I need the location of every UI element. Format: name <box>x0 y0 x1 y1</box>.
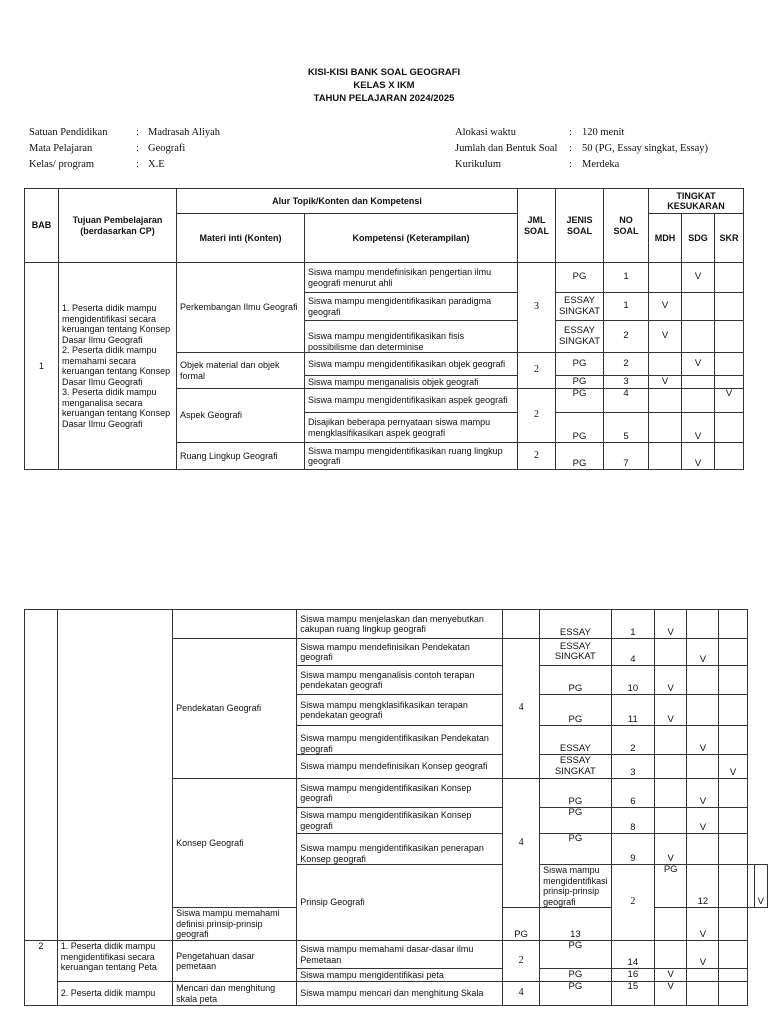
kompetensi-cell: Siswa mampu mengidentifikasikan paradigma geografi <box>305 293 518 321</box>
kompetensi-cell: Siswa mampu mengidentifikasikan Konsep geografi <box>297 779 503 808</box>
mdh-cell: V <box>655 610 687 639</box>
skr-cell <box>715 263 744 293</box>
header-tingkat: TINGKAT KESUKARAN <box>649 189 744 214</box>
kompetensi-cell: Siswa mampu mendefinisikan Pendekatan geografi <box>297 639 503 666</box>
header-skr: SKR <box>715 214 744 263</box>
info-left <box>29 125 220 173</box>
skr-cell <box>715 321 744 353</box>
kompetensi-cell: Siswa mampu mendefinisikan Konsep geografi <box>297 755 503 779</box>
info-key: Satuan Pendidikan <box>29 127 108 138</box>
skr-cell <box>719 695 747 726</box>
materi-cell: Objek material dan objek formal <box>177 353 305 389</box>
sdg-cell: V <box>687 779 719 808</box>
skr-cell <box>719 779 747 808</box>
jenis-cell: ESSAY SINGKAT <box>556 293 604 321</box>
jenis-cell: ESSAY <box>540 726 612 755</box>
mdh-cell: V <box>655 969 687 982</box>
jml-cell: 4 <box>503 639 540 779</box>
jenis-cell: PG <box>503 908 540 941</box>
jml-cell: 4 <box>503 982 540 1006</box>
sdg-cell: V <box>687 908 719 941</box>
header-bab: BAB <box>25 189 59 263</box>
no-cell: 9 <box>611 834 654 865</box>
jenis-cell: PG <box>540 695 612 726</box>
mdh-cell <box>649 413 682 443</box>
skr-cell <box>715 293 744 321</box>
jml-cell: 2 <box>518 443 556 470</box>
skr-cell <box>719 610 747 639</box>
mdh-cell <box>655 808 687 834</box>
jml-cell: 2 <box>503 941 540 982</box>
kompetensi-cell: Siswa mampu mengidentifikasikan penerapan Konsep geografi <box>297 834 503 865</box>
header-mdh: MDH <box>649 214 682 263</box>
skr-cell <box>719 639 747 666</box>
info-row <box>29 157 220 173</box>
materi-cell: Prinsip Geografi <box>297 865 503 941</box>
header-no: NO SOAL <box>604 189 649 263</box>
materi-cell: Perkembangan Ilmu Geografi <box>177 263 305 353</box>
jenis-cell: PG <box>540 982 612 1006</box>
sdg-cell <box>687 969 719 982</box>
no-cell: 3 <box>604 376 649 389</box>
jenis-cell: PG <box>556 413 604 443</box>
sdg-cell <box>682 389 715 413</box>
jenis-cell: ESSAY SINGKAT <box>540 639 612 666</box>
sdg-cell <box>687 695 719 726</box>
jenis-cell: PG <box>540 834 612 865</box>
mdh-cell: V <box>655 982 687 1006</box>
kisi-kisi-table-2 <box>24 609 768 1006</box>
info-row <box>455 157 708 173</box>
sdg-cell <box>687 755 719 779</box>
info-sep: : <box>569 127 572 138</box>
kompetensi-cell: Siswa mampu mengidentifikasikan fisis possibilisme dan determinise <box>305 321 518 353</box>
kompetensi-cell: Siswa mampu mencari dan menghitung Skala <box>297 982 503 1006</box>
jenis-cell: PG <box>556 353 604 376</box>
info-value: Merdeka <box>582 159 620 170</box>
sdg-cell: V <box>682 413 715 443</box>
skr-cell <box>715 413 744 443</box>
sdg-cell <box>687 666 719 695</box>
info-sep: : <box>136 127 139 138</box>
sdg-cell: V <box>682 443 715 470</box>
no-cell: 7 <box>604 443 649 470</box>
mdh-cell: V <box>649 321 682 353</box>
sdg-cell: V <box>687 639 719 666</box>
no-cell: 10 <box>611 666 654 695</box>
materi-cell-empty <box>173 610 297 639</box>
header-materi: Materi inti (Konten) <box>177 214 305 263</box>
mdh-cell <box>655 726 687 755</box>
kompetensi-cell: Siswa mampu mengidentifikasikan Konsep geografi <box>297 808 503 834</box>
document-title <box>0 66 768 105</box>
info-key: Alokasi waktu <box>455 127 516 138</box>
jml-cell: 2 <box>611 865 654 941</box>
sdg-cell: V <box>687 941 719 969</box>
materi-cell: Ruang Lingkup Geografi <box>177 443 305 470</box>
mdh-cell <box>655 941 687 969</box>
info-key: Mata Pelajaran <box>29 143 93 154</box>
no-cell: 5 <box>604 413 649 443</box>
table-row <box>25 941 768 969</box>
jenis-cell: PG <box>556 389 604 413</box>
info-key: Jumlah dan Bentuk Soal <box>455 143 558 154</box>
info-sep: : <box>569 143 572 154</box>
kompetensi-cell: Siswa mampu mengidentifikasikan Pendekatan geografi <box>297 726 503 755</box>
sdg-cell: V <box>682 353 715 376</box>
sdg-cell <box>687 610 719 639</box>
info-row <box>29 141 220 157</box>
table-row <box>25 263 744 293</box>
kompetensi-cell: Siswa mampu mengidentifikasi peta <box>297 969 503 982</box>
kisi-kisi-table-1 <box>24 188 744 470</box>
skr-cell <box>719 982 747 1006</box>
info-sep: : <box>136 159 139 170</box>
kompetensi-cell: Siswa mampu mengidentifikasikan aspek geografi <box>305 389 518 413</box>
mdh-cell <box>655 908 687 941</box>
sdg-cell <box>747 865 754 908</box>
no-cell: 3 <box>611 755 654 779</box>
mdh-cell <box>649 389 682 413</box>
info-value: 50 (PG, Essay singkat, Essay) <box>582 143 708 154</box>
kompetensi-cell: Siswa mampu menjelaskan dan menyebutkan cakupan ruang lingkup geografi <box>297 610 503 639</box>
bab-cell: 2 <box>25 941 58 1006</box>
materi-cell: Aspek Geografi <box>177 389 305 443</box>
no-cell: 1 <box>611 610 654 639</box>
skr-cell <box>719 941 747 969</box>
mdh-cell <box>655 639 687 666</box>
jml-cell-empty <box>503 610 540 639</box>
materi-cell: Konsep Geografi <box>173 779 297 908</box>
kompetensi-cell: Siswa mampu mengidentifikasikan objek geografi <box>305 353 518 376</box>
mdh-cell <box>649 263 682 293</box>
header-jml: JML SOAL <box>518 189 556 263</box>
tujuan-cell: 2. Peserta didik mampu <box>57 982 172 1006</box>
materi-cell: Pengetahuan dasar pemetaan <box>173 941 297 982</box>
info-row <box>455 125 708 141</box>
kompetensi-cell: Siswa mampu mengidentifikasi prinsip-prinsip geografi <box>540 865 612 908</box>
no-cell: 14 <box>611 941 654 969</box>
bab-cell: 1 <box>25 263 59 470</box>
jenis-cell: ESSAY <box>540 610 612 639</box>
no-cell: 2 <box>611 726 654 755</box>
mdh-cell <box>649 353 682 376</box>
skr-cell <box>719 834 747 865</box>
jenis-cell: PG <box>540 779 612 808</box>
mdh-cell <box>655 779 687 808</box>
skr-cell <box>719 908 747 941</box>
kompetensi-cell: Siswa mampu menganalisis objek geografi <box>305 376 518 389</box>
skr-cell: V <box>715 389 744 413</box>
jenis-cell: PG <box>556 443 604 470</box>
sdg-cell <box>682 293 715 321</box>
kompetensi-cell: Siswa mampu memahami definisi prinsip-prinsip geografi <box>173 908 297 941</box>
no-cell: 16 <box>611 969 654 982</box>
sdg-cell: V <box>682 263 715 293</box>
header-sdg: SDG <box>682 214 715 263</box>
table-row <box>25 610 768 639</box>
skr-cell <box>715 353 744 376</box>
kompetensi-cell: Siswa mampu memahami dasar-dasar ilmu Pemetaan <box>297 941 503 969</box>
sdg-cell <box>687 982 719 1006</box>
mdh-cell: V <box>655 834 687 865</box>
table-row <box>25 982 768 1006</box>
tujuan-cell-empty <box>57 610 172 941</box>
jenis-cell: ESSAY SINGKAT <box>540 755 612 779</box>
materi-cell: Pendekatan Geografi <box>173 639 297 779</box>
skr-cell: V <box>754 865 767 908</box>
title-line-1: KISI-KISI BANK SOAL GEOGRAFI <box>307 67 461 78</box>
info-value: Madrasah Aliyah <box>148 127 221 138</box>
mdh-cell <box>655 755 687 779</box>
header-tujuan: Tujuan Pembelajaran (berdasarkan CP) <box>59 189 177 263</box>
jenis-cell: PG <box>540 969 612 982</box>
no-cell: 6 <box>611 779 654 808</box>
title-line-2: KELAS X IKM <box>353 80 415 91</box>
info-right <box>455 125 708 173</box>
skr-cell <box>719 726 747 755</box>
no-cell: 11 <box>611 695 654 726</box>
skr-cell <box>719 808 747 834</box>
sdg-cell <box>687 834 719 865</box>
info-value: Geografi <box>148 143 186 154</box>
sdg-cell <box>682 376 715 389</box>
sdg-cell <box>682 321 715 353</box>
kompetensi-cell: Siswa mampu mendefinisikan pengertian ilmu geografi menurut ahli <box>305 263 518 293</box>
mdh-cell: V <box>655 695 687 726</box>
jenis-cell: PG <box>540 666 612 695</box>
info-row <box>455 141 708 157</box>
no-cell: 2 <box>604 353 649 376</box>
skr-cell <box>715 376 744 389</box>
skr-cell <box>719 969 747 982</box>
mdh-cell <box>719 865 747 908</box>
no-cell: 2 <box>604 321 649 353</box>
no-cell: 4 <box>604 389 649 413</box>
mdh-cell: V <box>649 293 682 321</box>
jml-cell: 2 <box>518 389 556 443</box>
title-line-3: TAHUN PELAJARAN 2024/2025 <box>313 93 455 104</box>
skr-cell: V <box>719 755 747 779</box>
mdh-cell: V <box>655 666 687 695</box>
header-jenis: JENIS SOAL <box>556 189 604 263</box>
info-row <box>29 125 220 141</box>
jenis-cell: PG <box>540 808 612 834</box>
mdh-cell <box>649 443 682 470</box>
jml-cell: 3 <box>518 263 556 353</box>
materi-cell: Mencari dan menghitung skala peta <box>173 982 297 1006</box>
info-sep: : <box>569 159 572 170</box>
no-cell: 8 <box>611 808 654 834</box>
jenis-cell: PG <box>655 865 687 908</box>
no-cell: 1 <box>604 263 649 293</box>
no-cell: 4 <box>611 639 654 666</box>
header-alur: Alur Topik/Konten dan Kompetensi <box>177 189 518 214</box>
no-cell: 1 <box>604 293 649 321</box>
header-kompetensi: Kompetensi (Keterampilan) <box>305 214 518 263</box>
kompetensi-cell: Siswa mampu mengklasifikasikan terapan pendekatan geografi <box>297 695 503 726</box>
jml-cell: 2 <box>518 353 556 389</box>
skr-cell <box>719 666 747 695</box>
jenis-cell: ESSAY SINGKAT <box>556 321 604 353</box>
jenis-cell: PG <box>556 263 604 293</box>
kompetensi-cell: Siswa mampu mengidentifikasikan ruang lingkup geografi <box>305 443 518 470</box>
tujuan-cell: 1. Peserta didik mampu mengidentifikasi secara keruangan tentang Konsep Dasar Ilmu Geografi 2. Peserta didik mampu memahami secara keruangan tentang Konsep Dasar Ilmu Geografi 3. Peserta didik mampu menganalisa secara keruangan tentang Konsep Dasar Ilmu Geografi <box>59 263 177 470</box>
info-key: Kelas/ program <box>29 159 95 170</box>
info-key: Kurikulum <box>455 159 502 170</box>
no-cell: 12 <box>687 865 719 908</box>
bab-cell-empty <box>25 610 58 941</box>
mdh-cell: V <box>649 376 682 389</box>
sdg-cell: V <box>687 726 719 755</box>
tujuan-cell: 1. Peserta didik mampu mengidentifikasi secara keruangan tentang Peta <box>57 941 172 982</box>
kompetensi-cell: Disajikan beberapa pernyataan siswa mampu mengklasifikasikan aspek geografi <box>305 413 518 443</box>
jml-cell: 4 <box>503 779 540 908</box>
jenis-cell: PG <box>540 941 612 969</box>
sdg-cell: V <box>687 808 719 834</box>
no-cell: 15 <box>611 982 654 1006</box>
info-value: 120 menit <box>582 127 625 138</box>
info-sep: : <box>136 143 139 154</box>
skr-cell <box>715 443 744 470</box>
jenis-cell: PG <box>556 376 604 389</box>
info-value: X.E <box>148 159 165 170</box>
kompetensi-cell: Siswa mampu menganalisis contoh terapan pendekatan geografi <box>297 666 503 695</box>
no-cell: 13 <box>540 908 612 941</box>
